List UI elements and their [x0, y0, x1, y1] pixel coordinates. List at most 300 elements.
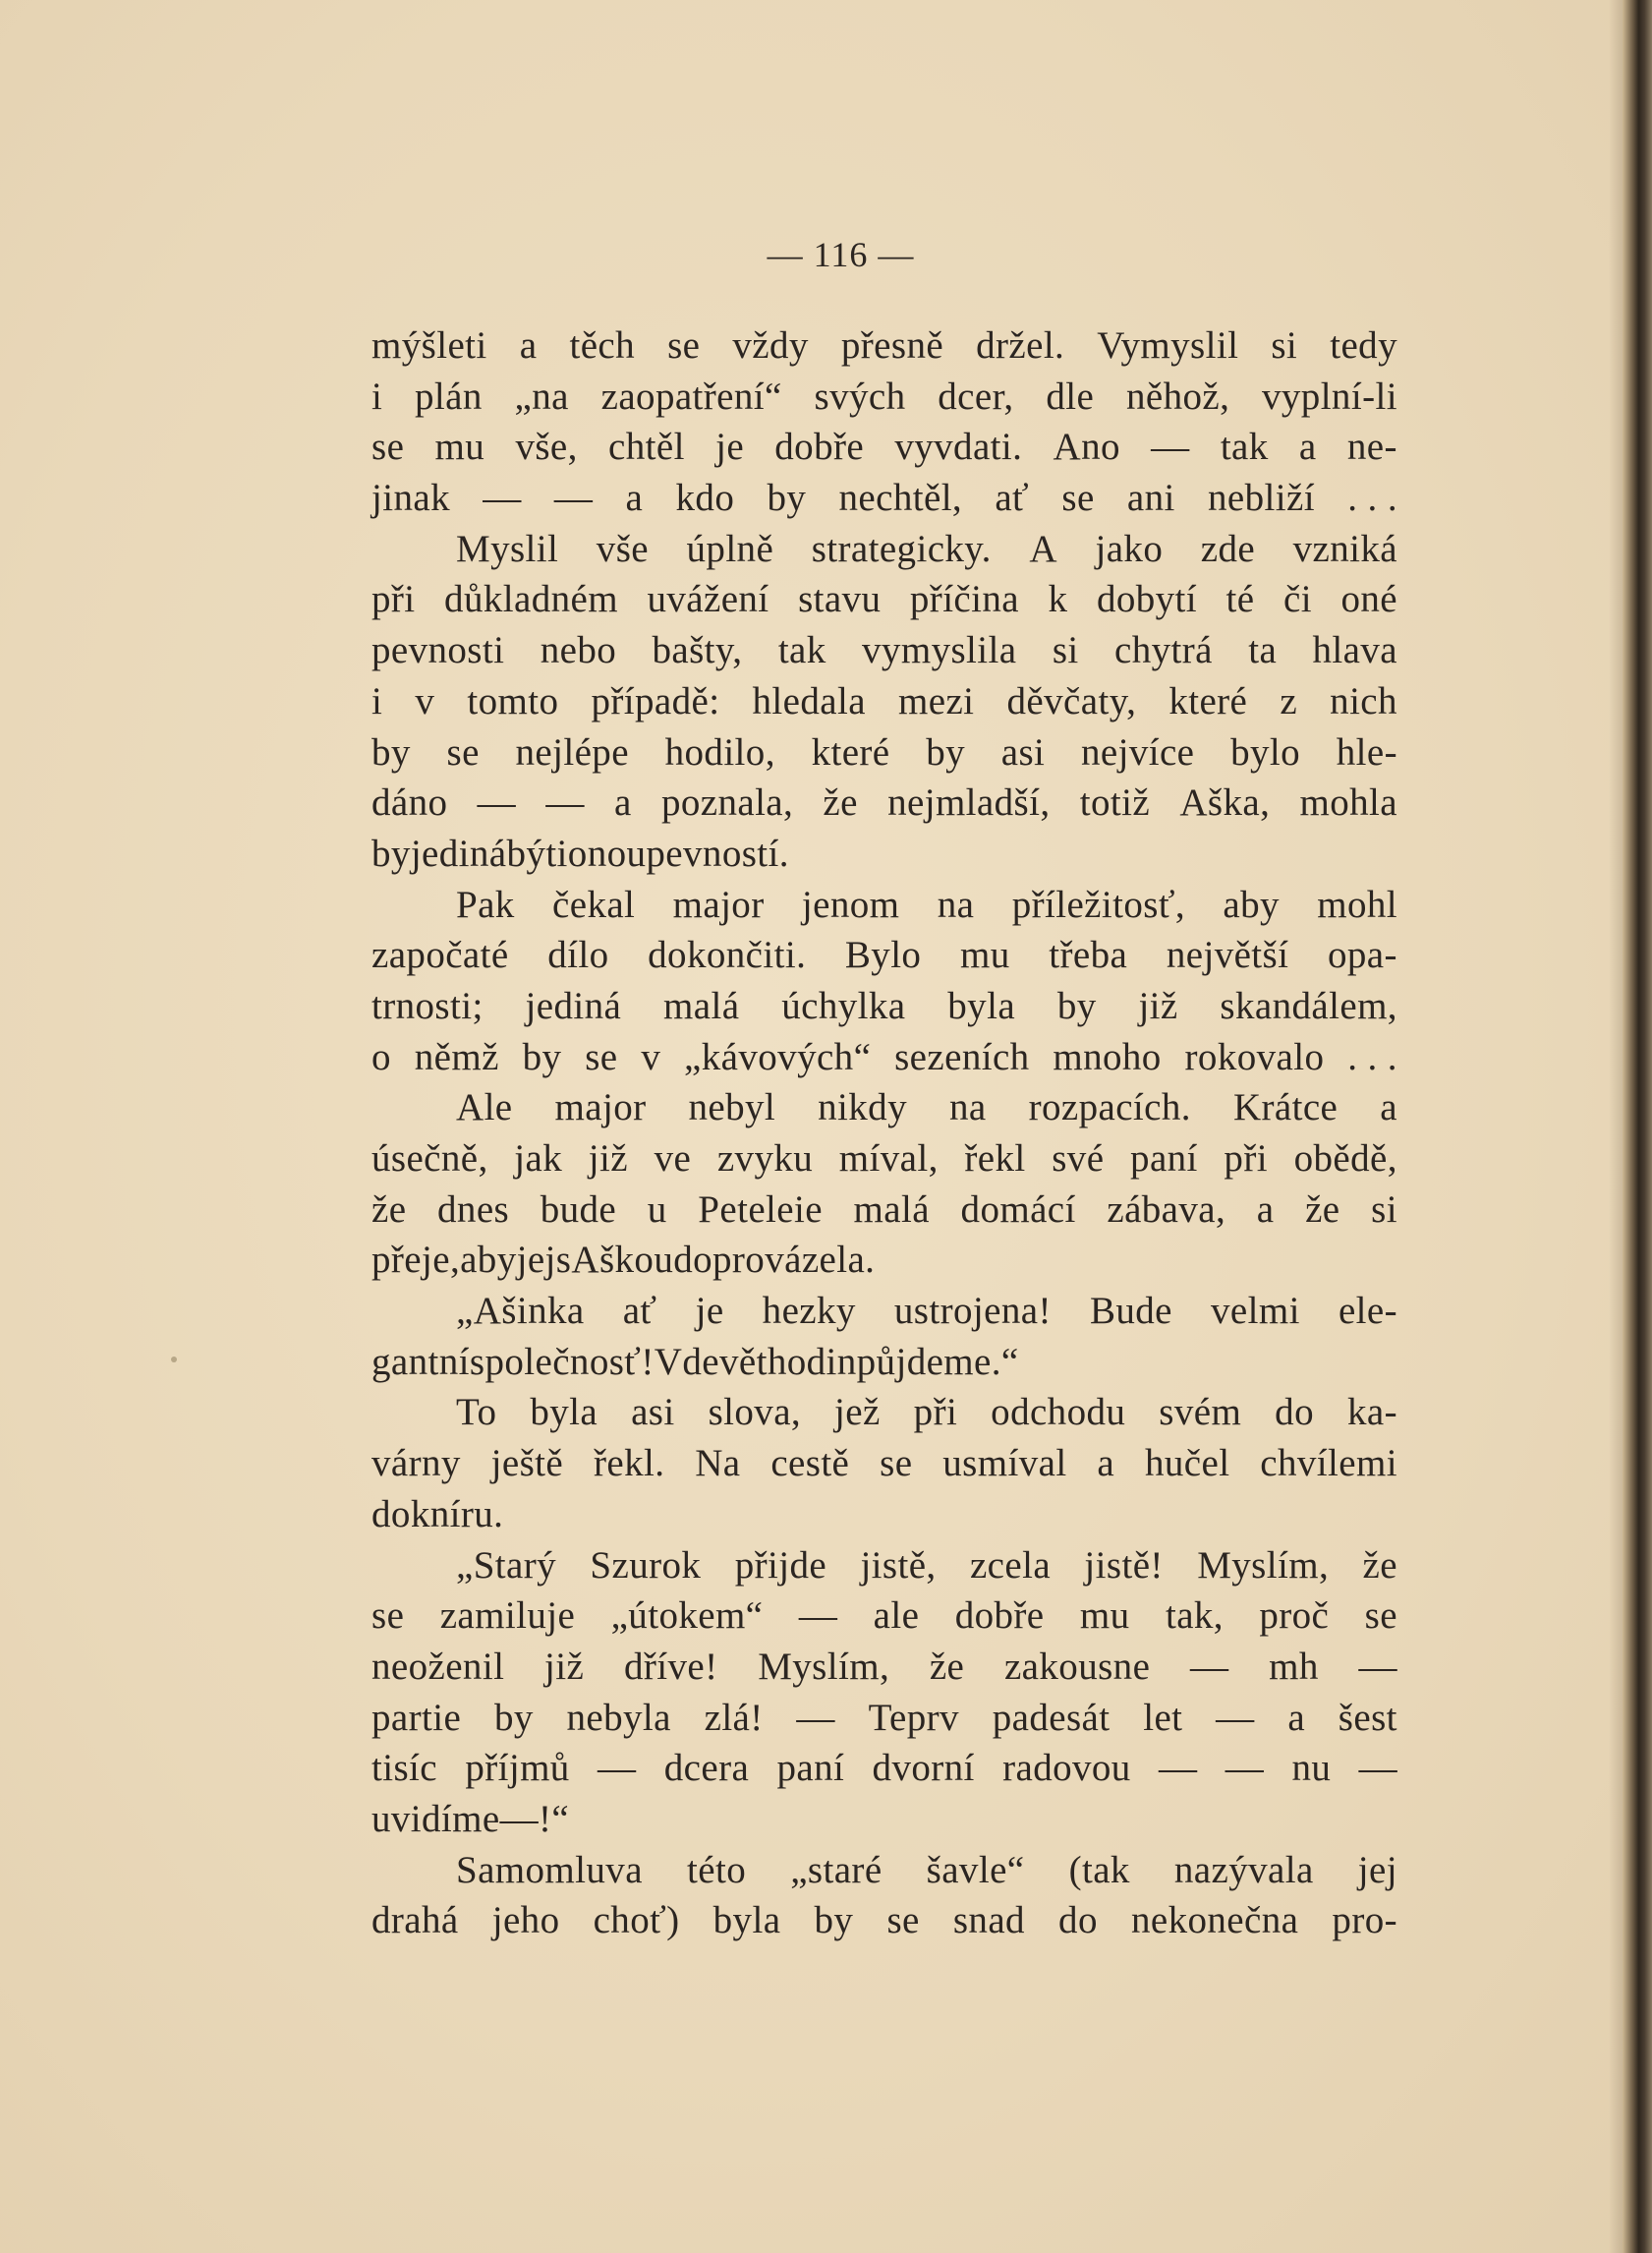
word: —	[598, 1747, 637, 1790]
text-line	[371, 1489, 1397, 1540]
word: na	[948, 1086, 987, 1129]
word: „kávových“	[684, 1035, 872, 1078]
word: nebyl	[688, 1086, 776, 1129]
word: své	[1052, 1137, 1105, 1180]
word: něhož,	[1125, 375, 1230, 418]
word: že	[371, 1187, 407, 1231]
word: Peteleie	[698, 1187, 823, 1231]
paper-speck	[171, 1357, 177, 1362]
word: pevnosti	[371, 629, 505, 672]
word: dobře	[774, 426, 865, 469]
word: při	[1224, 1137, 1268, 1180]
word: děvčaty,	[1006, 679, 1137, 722]
word: zde	[1200, 527, 1256, 570]
word: mu	[434, 426, 485, 469]
word: největší	[1166, 934, 1289, 977]
word: svém	[1159, 1391, 1242, 1434]
word: nekonečna	[1130, 1899, 1299, 1942]
word: nazývala	[1173, 1848, 1314, 1891]
word: —	[553, 477, 594, 520]
word: němž	[414, 1035, 499, 1078]
word: se	[371, 426, 405, 469]
word: „útokem“	[610, 1594, 764, 1638]
word: proč	[1259, 1594, 1330, 1638]
word: k	[1048, 578, 1068, 621]
word: tak	[1220, 426, 1269, 469]
word: neoženil	[371, 1645, 505, 1688]
word: případě:	[591, 679, 720, 722]
word: z	[1280, 679, 1298, 722]
word: ale	[873, 1594, 920, 1638]
text-line	[371, 1794, 1397, 1845]
word: mezi	[898, 679, 975, 722]
word: aby	[1223, 883, 1280, 926]
word: ještě	[490, 1442, 564, 1485]
word: jediná	[525, 984, 622, 1027]
word: vyplní-li	[1262, 375, 1397, 418]
word: či	[1283, 578, 1312, 621]
word: mu	[959, 934, 1010, 977]
word: Ale	[456, 1086, 513, 1129]
word: se	[585, 1035, 618, 1078]
book-spine	[1623, 0, 1652, 2253]
text-line	[371, 778, 1397, 829]
word: bašty,	[652, 629, 743, 672]
text-line	[371, 880, 1397, 931]
word: přeje,	[371, 1239, 461, 1282]
word: tisíc	[371, 1747, 437, 1790]
text-line	[371, 1540, 1397, 1591]
word: o	[371, 1035, 391, 1078]
word: s	[555, 1239, 572, 1282]
word: při	[371, 578, 416, 621]
word: Myslím,	[758, 1645, 890, 1688]
word: nich	[1330, 679, 1397, 722]
word: že	[929, 1645, 965, 1688]
word: by	[767, 477, 807, 520]
word: by	[926, 730, 966, 774]
text-line	[371, 1590, 1397, 1642]
word: by	[814, 1899, 854, 1942]
word: domácí	[960, 1187, 1076, 1231]
word: by	[493, 1696, 534, 1739]
word: jež	[834, 1391, 881, 1434]
word: nejlépe	[515, 730, 629, 774]
text-line	[371, 727, 1397, 779]
word: asi	[1000, 730, 1046, 774]
word: a	[519, 324, 538, 367]
word: ustrojena!	[893, 1290, 1052, 1333]
word: těch	[569, 324, 636, 367]
word: byla	[947, 984, 1016, 1027]
word: gantní	[371, 1340, 470, 1383]
word: malá	[663, 984, 740, 1027]
word: mohl	[1317, 883, 1397, 926]
word: Ano	[1053, 426, 1120, 469]
word: se	[1061, 477, 1095, 520]
word: zábava,	[1107, 1187, 1226, 1231]
word: dcera	[663, 1747, 750, 1790]
word: ka-	[1346, 1391, 1397, 1434]
word: totiž	[1079, 781, 1151, 825]
page-number-header: — 116 —	[767, 235, 915, 274]
word: Teprv	[868, 1696, 959, 1739]
word: Bude	[1089, 1290, 1172, 1333]
word: strategicky.	[811, 527, 992, 570]
word: by	[1056, 984, 1097, 1027]
word: býti	[506, 832, 568, 875]
word: nejmladší,	[887, 781, 1051, 825]
word: si	[1371, 1187, 1397, 1231]
word: již	[544, 1645, 585, 1688]
word: držel.	[976, 324, 1065, 367]
word: zvyku	[716, 1137, 814, 1180]
word: hodin	[767, 1340, 857, 1383]
word: hodilo,	[664, 730, 775, 774]
word: doprovázela.	[673, 1239, 876, 1282]
word: skandálem,	[1220, 984, 1397, 1027]
word: řekl.	[593, 1442, 665, 1485]
word: oné	[1340, 578, 1397, 621]
text-line	[371, 422, 1397, 473]
word: hledala	[752, 679, 866, 722]
word: přijde	[734, 1543, 827, 1587]
word: —	[477, 781, 517, 825]
word: —	[796, 1696, 835, 1739]
text-line	[371, 524, 1397, 575]
word: dobytí	[1096, 578, 1198, 621]
word: čekal	[552, 883, 636, 926]
word: „na	[514, 375, 569, 418]
word: opa-	[1328, 934, 1397, 977]
word: To	[456, 1391, 497, 1434]
word: do	[1275, 1391, 1314, 1434]
word: tak	[777, 629, 826, 672]
word: které	[811, 730, 890, 774]
word: důkladném	[444, 578, 618, 621]
word: se	[667, 324, 701, 367]
word: Myslím,	[1197, 1543, 1330, 1587]
word: ať	[622, 1290, 657, 1333]
word: „Ašinka	[456, 1290, 585, 1333]
word: Myslil	[456, 527, 559, 570]
word: paní	[1130, 1137, 1198, 1180]
word: slova,	[708, 1391, 802, 1434]
word: odchodu	[991, 1391, 1126, 1434]
text-line	[371, 574, 1397, 625]
word: choť)	[593, 1899, 680, 1942]
word: hučel	[1144, 1442, 1230, 1485]
word: Szurok	[590, 1543, 702, 1587]
word: této	[687, 1848, 747, 1891]
word: radovou	[1002, 1747, 1131, 1790]
text-line	[371, 372, 1397, 423]
word: dobře	[954, 1594, 1045, 1638]
text-line	[371, 981, 1397, 1032]
word: příležitosť,	[1011, 883, 1186, 926]
text-line	[371, 1133, 1397, 1184]
word: ať	[995, 477, 1030, 520]
word: Samomluva	[456, 1848, 643, 1891]
word: jej	[516, 1239, 556, 1282]
word: V	[654, 1340, 683, 1383]
word: vymyslila	[862, 629, 1017, 672]
word: vše,	[515, 426, 578, 469]
word: ve	[654, 1137, 692, 1180]
word: i	[371, 375, 383, 418]
word: zamiluje	[439, 1594, 576, 1638]
word: stavu	[798, 578, 882, 621]
text-line	[371, 1235, 1397, 1286]
word: pro-	[1332, 1899, 1397, 1942]
word: byla	[530, 1391, 598, 1434]
word: chvílemi	[1260, 1442, 1397, 1485]
word: mh	[1269, 1645, 1319, 1688]
word: ta	[1248, 629, 1278, 672]
text-line	[371, 676, 1397, 727]
word: míval,	[838, 1137, 939, 1180]
word: Krátce	[1232, 1086, 1339, 1129]
word: paní	[776, 1747, 845, 1790]
word: bude	[540, 1187, 617, 1231]
word: společnosť!	[469, 1340, 655, 1383]
word: malá	[853, 1187, 930, 1231]
word: že	[1305, 1187, 1340, 1231]
word: dáno	[371, 781, 448, 825]
word: které	[1168, 679, 1248, 722]
word: —	[1216, 1696, 1255, 1739]
word: asi	[631, 1391, 675, 1434]
word: dříve!	[623, 1645, 718, 1688]
body-text	[371, 320, 1397, 1946]
word: hle-	[1336, 730, 1397, 774]
word: drahá	[371, 1899, 459, 1942]
word: snad	[952, 1899, 1025, 1942]
word: partie	[371, 1696, 462, 1739]
word: vždy	[732, 324, 809, 367]
word: —	[1159, 1747, 1198, 1790]
word: i	[371, 679, 383, 722]
word: —!“	[499, 1797, 570, 1840]
word: —	[1358, 1747, 1397, 1790]
word: příčina	[909, 578, 1019, 621]
word: by	[371, 832, 411, 875]
word: svých	[814, 375, 906, 418]
text-line	[371, 473, 1397, 524]
word: a	[625, 477, 644, 520]
word: jistě,	[860, 1543, 937, 1587]
text-line	[371, 829, 1397, 880]
text-line	[371, 320, 1397, 372]
word: jeho	[491, 1899, 560, 1942]
word: se	[446, 730, 480, 774]
word: nebliží	[1208, 477, 1315, 520]
word: dokončiti.	[648, 934, 807, 977]
word: Pak	[456, 883, 515, 926]
word: kníru.	[410, 1492, 504, 1535]
word: a	[1380, 1086, 1397, 1129]
word: trnosti;	[371, 984, 484, 1027]
word: započaté	[371, 934, 509, 977]
word: úchylka	[781, 984, 906, 1027]
word: „Starý	[456, 1543, 557, 1587]
word: do	[1058, 1899, 1098, 1942]
word: plán	[415, 375, 483, 418]
word: šavle“	[926, 1848, 1025, 1891]
word: jediná	[410, 832, 507, 875]
word: hlava	[1312, 629, 1397, 672]
text-line	[371, 1286, 1397, 1337]
word: aby	[460, 1239, 517, 1282]
word: uvážení	[647, 578, 769, 621]
word: kdo	[675, 477, 735, 520]
word: —	[545, 781, 585, 825]
word: let	[1143, 1696, 1183, 1739]
word: nebyla	[566, 1696, 671, 1739]
text-line	[371, 1032, 1397, 1083]
word: a	[1298, 426, 1317, 469]
word: by	[522, 1035, 562, 1078]
word: bylo	[1230, 730, 1301, 774]
word: šest	[1338, 1696, 1397, 1739]
word: cestě	[770, 1442, 850, 1485]
word: Aška,	[1179, 781, 1271, 825]
word: u	[647, 1187, 667, 1231]
word: onou	[567, 832, 647, 875]
word: vše	[596, 527, 649, 570]
word: zlá!	[704, 1696, 764, 1739]
word: tomto	[467, 679, 559, 722]
word: Na	[695, 1442, 741, 1485]
word: „staré	[790, 1848, 883, 1891]
word: ele-	[1338, 1290, 1397, 1333]
word: by	[371, 730, 411, 774]
text-line	[371, 1895, 1397, 1946]
word: poznala,	[660, 781, 794, 825]
word: jistě!	[1084, 1543, 1164, 1587]
word: obědě,	[1293, 1137, 1397, 1180]
text-line	[371, 1642, 1397, 1693]
word: mohla	[1299, 781, 1397, 825]
word: . . .	[1347, 1035, 1397, 1078]
word: do	[371, 1492, 411, 1535]
word: vzniká	[1292, 527, 1397, 570]
word: tak,	[1165, 1594, 1224, 1638]
word: ani	[1126, 477, 1175, 520]
word: dcer,	[938, 375, 1014, 418]
word: se	[880, 1442, 913, 1485]
word: Vymyslil	[1097, 324, 1239, 367]
word: je	[695, 1290, 724, 1333]
word: tedy	[1330, 324, 1397, 367]
word: nebo	[540, 629, 617, 672]
text-line	[371, 1693, 1397, 1744]
word: ne-	[1346, 426, 1397, 469]
word: nechtěl,	[838, 477, 963, 520]
word: dle	[1046, 375, 1095, 418]
word: nikdy	[818, 1086, 907, 1129]
word: Aškou	[571, 1239, 674, 1282]
word: že	[1362, 1543, 1397, 1587]
word: jak	[514, 1137, 563, 1180]
word: mnoho	[1053, 1035, 1162, 1078]
word: půjdeme.“	[856, 1340, 1019, 1383]
page-gutter-shadow	[1609, 0, 1623, 2253]
word: úplně	[686, 527, 774, 570]
word: je	[715, 426, 745, 469]
word: třeba	[1049, 934, 1128, 977]
word: nejvíce	[1080, 730, 1195, 774]
word: se	[886, 1899, 920, 1942]
word: jenom	[801, 883, 900, 926]
text-line	[371, 1082, 1397, 1133]
text-line	[371, 1438, 1397, 1489]
word: dílo	[547, 934, 609, 977]
word: pevností.	[646, 832, 789, 875]
word: mu	[1079, 1594, 1130, 1638]
word: a	[1287, 1696, 1306, 1739]
word: při	[913, 1391, 958, 1434]
word: rozpacích.	[1028, 1086, 1191, 1129]
word: jako	[1095, 527, 1164, 570]
word: a	[1256, 1187, 1275, 1231]
word: se	[371, 1594, 405, 1638]
word: . . .	[1347, 477, 1397, 520]
word: uvidíme	[371, 1797, 500, 1840]
word: jinak	[371, 477, 450, 520]
word: sezeních	[894, 1035, 1030, 1078]
word: již	[1138, 984, 1178, 1027]
word: rokovalo	[1184, 1035, 1325, 1078]
word: vyvdati.	[894, 426, 1023, 469]
word: devět	[682, 1340, 768, 1383]
word: Bylo	[844, 934, 922, 977]
word: té	[1225, 578, 1255, 621]
word: si	[1052, 629, 1079, 672]
text-line	[371, 1184, 1397, 1236]
word: že	[823, 781, 858, 825]
word: přesně	[840, 324, 944, 367]
word: A	[1029, 527, 1057, 570]
word: zakousne	[1003, 1645, 1151, 1688]
word: —	[1190, 1645, 1229, 1688]
word: —	[1151, 426, 1190, 469]
word: se	[1364, 1594, 1397, 1638]
word: chtěl	[608, 426, 685, 469]
word: jej	[1357, 1848, 1397, 1891]
text-line	[371, 1743, 1397, 1794]
word: byla	[712, 1899, 781, 1942]
word: hezky	[762, 1290, 856, 1333]
word: velmi	[1211, 1290, 1300, 1333]
word: nu	[1291, 1747, 1332, 1790]
word: příjmů	[465, 1747, 570, 1790]
word: várny	[371, 1442, 461, 1485]
word: již	[588, 1137, 628, 1180]
word: zaopatření“	[600, 375, 782, 418]
word: —	[798, 1594, 838, 1638]
text-line	[371, 930, 1397, 981]
word: —	[1225, 1747, 1265, 1790]
word: major	[672, 883, 765, 926]
word: zcela	[969, 1543, 1052, 1587]
word: si	[1271, 324, 1298, 367]
word: —	[483, 477, 522, 520]
word: v	[415, 679, 435, 722]
word: a	[613, 781, 632, 825]
word: řekl	[964, 1137, 1026, 1180]
word: dvorní	[872, 1747, 975, 1790]
